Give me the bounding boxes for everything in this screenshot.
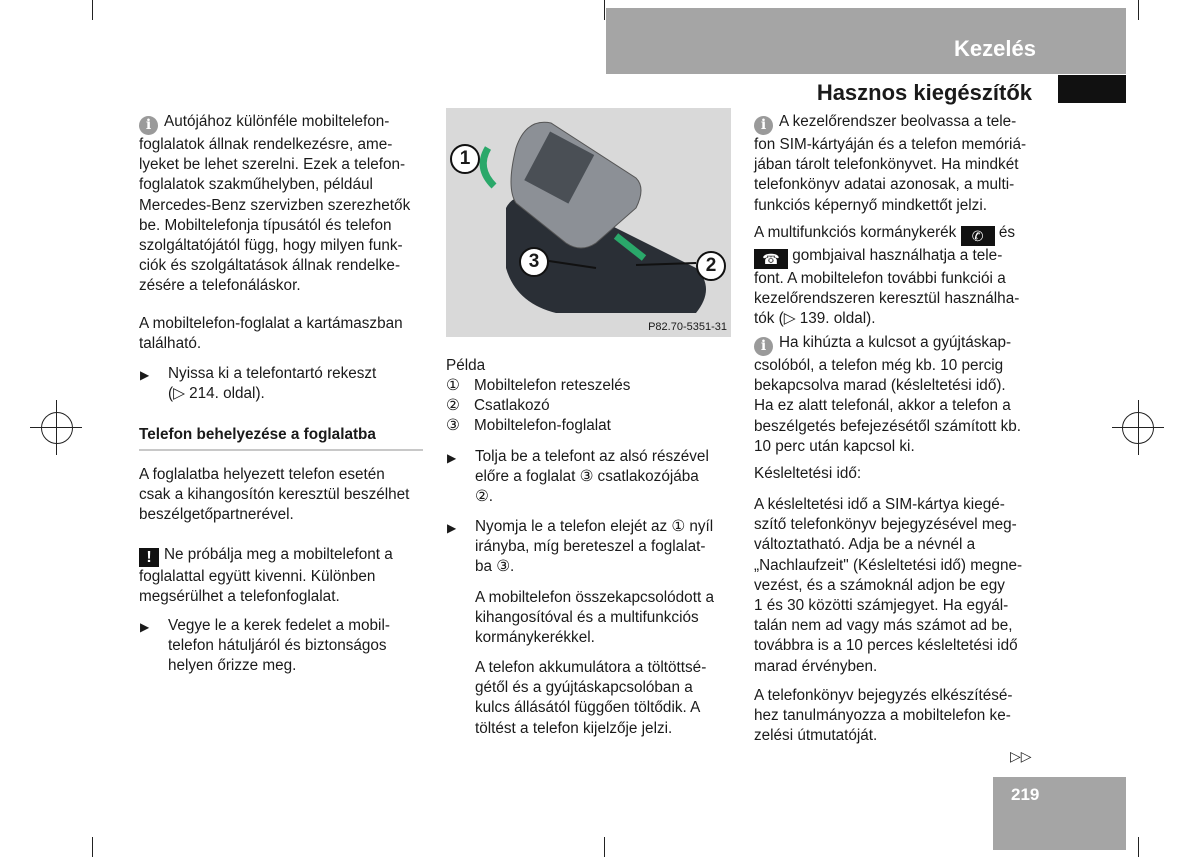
registration-mark — [1122, 412, 1154, 444]
paragraph: A telefonkönyv bejegyzés elkészítésé- hez tanulmányozza a mobiltelefon ke- zelési útmutatóját. — [754, 687, 1013, 745]
crop-mark — [1138, 837, 1139, 857]
legend-item — [446, 396, 550, 416]
info-text: A kezelőrendszer beolvassa a tele- fon SIM-kártyáján és a telefon memóriá- jában tárolt telefonkönyvet. Ha mindkét telefonkönyv adatai azonosak, a multi- funkciós képernyő mindkettőt jelzi. — [754, 113, 1027, 214]
warning-paragraph — [139, 545, 429, 607]
legend-number: ③ — [446, 417, 460, 434]
callout-3: 3 — [519, 247, 549, 277]
crop-mark — [92, 837, 93, 857]
info-paragraph — [754, 112, 1049, 216]
text: gombjaival használhatja a tele- font. A mobiltelefon további funkciói a kezelőrendszeren keresztül használha- tók (▷ 139. oldal). — [754, 247, 1020, 328]
callout-1: 1 — [450, 144, 480, 174]
chapter-tab — [1058, 75, 1126, 103]
step: Nyomja le a telefon elejét az ① nyíl irányba, míg bereteszel a foglalat- ba ③. — [475, 518, 714, 576]
step: Tolja be a telefont az alsó részével előre a foglalat ③ csatlakozójába ②. — [475, 448, 709, 506]
phone-hangup-button-icon: ☎ — [754, 249, 788, 269]
paragraph: A mobiltelefon összekapcsolódott a kihangosítóval és a multifunkciós kormánykerékkel. — [475, 589, 714, 647]
info-paragraph — [754, 333, 1049, 457]
info-icon: i — [139, 116, 158, 135]
phone-illustration — [446, 108, 731, 337]
paragraph: A mobiltelefon-foglalat a kartámaszban található. — [139, 315, 403, 353]
callout-2: 2 — [696, 251, 726, 281]
page-number-box — [993, 777, 1126, 850]
chapter-header — [606, 8, 1126, 74]
legend-text: Mobiltelefon reteszelés — [474, 377, 631, 394]
phone-call-button-icon: ✆ — [961, 226, 995, 246]
crop-mark — [92, 0, 93, 20]
chapter-title: Kezelés — [954, 36, 1036, 61]
bullet-icon: ▶ — [447, 451, 457, 465]
continued-icon: ▷▷ — [1010, 748, 1032, 764]
figure-caption: Példa — [446, 357, 486, 374]
bullet-icon: ▶ — [140, 620, 150, 634]
paragraph: A foglalatba helyezett telefon esetén csak a kihangosítón keresztül beszélhet beszélgetőpartnerével. — [139, 466, 410, 524]
info-icon: i — [754, 116, 773, 135]
step: Nyissa ki a telefontartó rekeszt (▷ 214. oldal). — [168, 365, 377, 403]
figure-code: P82.70-5351-31 — [648, 321, 727, 333]
legend-text: Csatlakozó — [474, 397, 550, 414]
warning-text: Ne próbálja meg a mobiltelefont a foglalattal együtt kivenni. Különben megsérülhet a telefonfoglalat. — [139, 546, 393, 606]
section-title: Hasznos kiegészítők — [816, 80, 1032, 105]
warning-icon: ! — [139, 548, 159, 567]
step: Vegye le a kerek fedelet a mobil- telefon hátuljáról és biztonságos helyen őrizze meg. — [168, 617, 390, 675]
legend-item — [446, 416, 611, 436]
page-number: 219 — [1011, 785, 1040, 804]
subheading: Telefon behelyezése a foglalatba — [139, 426, 376, 443]
label: Késleltetési idő: — [754, 465, 862, 482]
crop-mark — [604, 0, 605, 20]
paragraph: A telefon akkumulátora a töltöttsé- gétől és a gyújtáskapcsolóban a kulcs állásától függően töltődik. A töltést a telefon kijelzője jelzi. — [475, 659, 707, 737]
legend-number: ② — [446, 397, 460, 414]
crop-mark — [1138, 0, 1139, 20]
crop-mark — [604, 837, 605, 857]
info-text: Ha kihúzta a kulcsot a gyújtáskap- csolóból, a telefon még kb. 10 percig bekapcsolva marad (késleltetési idő). Ha ez alatt telefonál, akkor a telefon a beszélgetés befejezésétől számított kb. 10 perc után kapcsol ki. — [754, 334, 1021, 455]
info-icon: i — [754, 337, 773, 356]
paragraph: A késleltetési idő a SIM-kártya kiegé- szítő telefonkönyv bejegyzésével meg- változtatható. Adja be a névnél a „Nachlaufzeit" (Késleltetési idő) megne- vezést, és a számoknál adjon be egy 1 és 30 közötti számjegyet. Ha egyál- talán nem ad vagy más számot ad be, továbbra is a 10 perces késleltetési idő marad érvényben. — [754, 496, 1023, 675]
text: A multifunkciós kormánykerék — [754, 224, 961, 241]
bullet-icon: ▶ — [140, 368, 150, 382]
divider — [139, 449, 423, 451]
phone-cradle-figure — [446, 108, 731, 337]
legend-text: Mobiltelefon-foglalat — [474, 417, 611, 434]
legend-number: ① — [446, 377, 460, 394]
intro-text: Autójához különféle mobiltelefon- foglalatok állnak rendelkezésre, ame- lyeket be lehet szerelni. Ezek a telefon- foglalatok szakműhelyben, például Mercedes-Benz szervizben szerezhetők be. Mobiltelefonja típusától és telefon szolgáltatójától függ, hogy milyen funk- ciók és szolgáltatások állnak rendelke- zésére a telefonáláskor. — [139, 113, 411, 295]
intro-paragraph — [139, 112, 429, 297]
bullet-icon: ▶ — [447, 521, 457, 535]
text: és — [998, 224, 1015, 241]
legend-item — [446, 376, 630, 396]
paragraph — [754, 223, 1049, 330]
registration-mark — [41, 412, 73, 444]
